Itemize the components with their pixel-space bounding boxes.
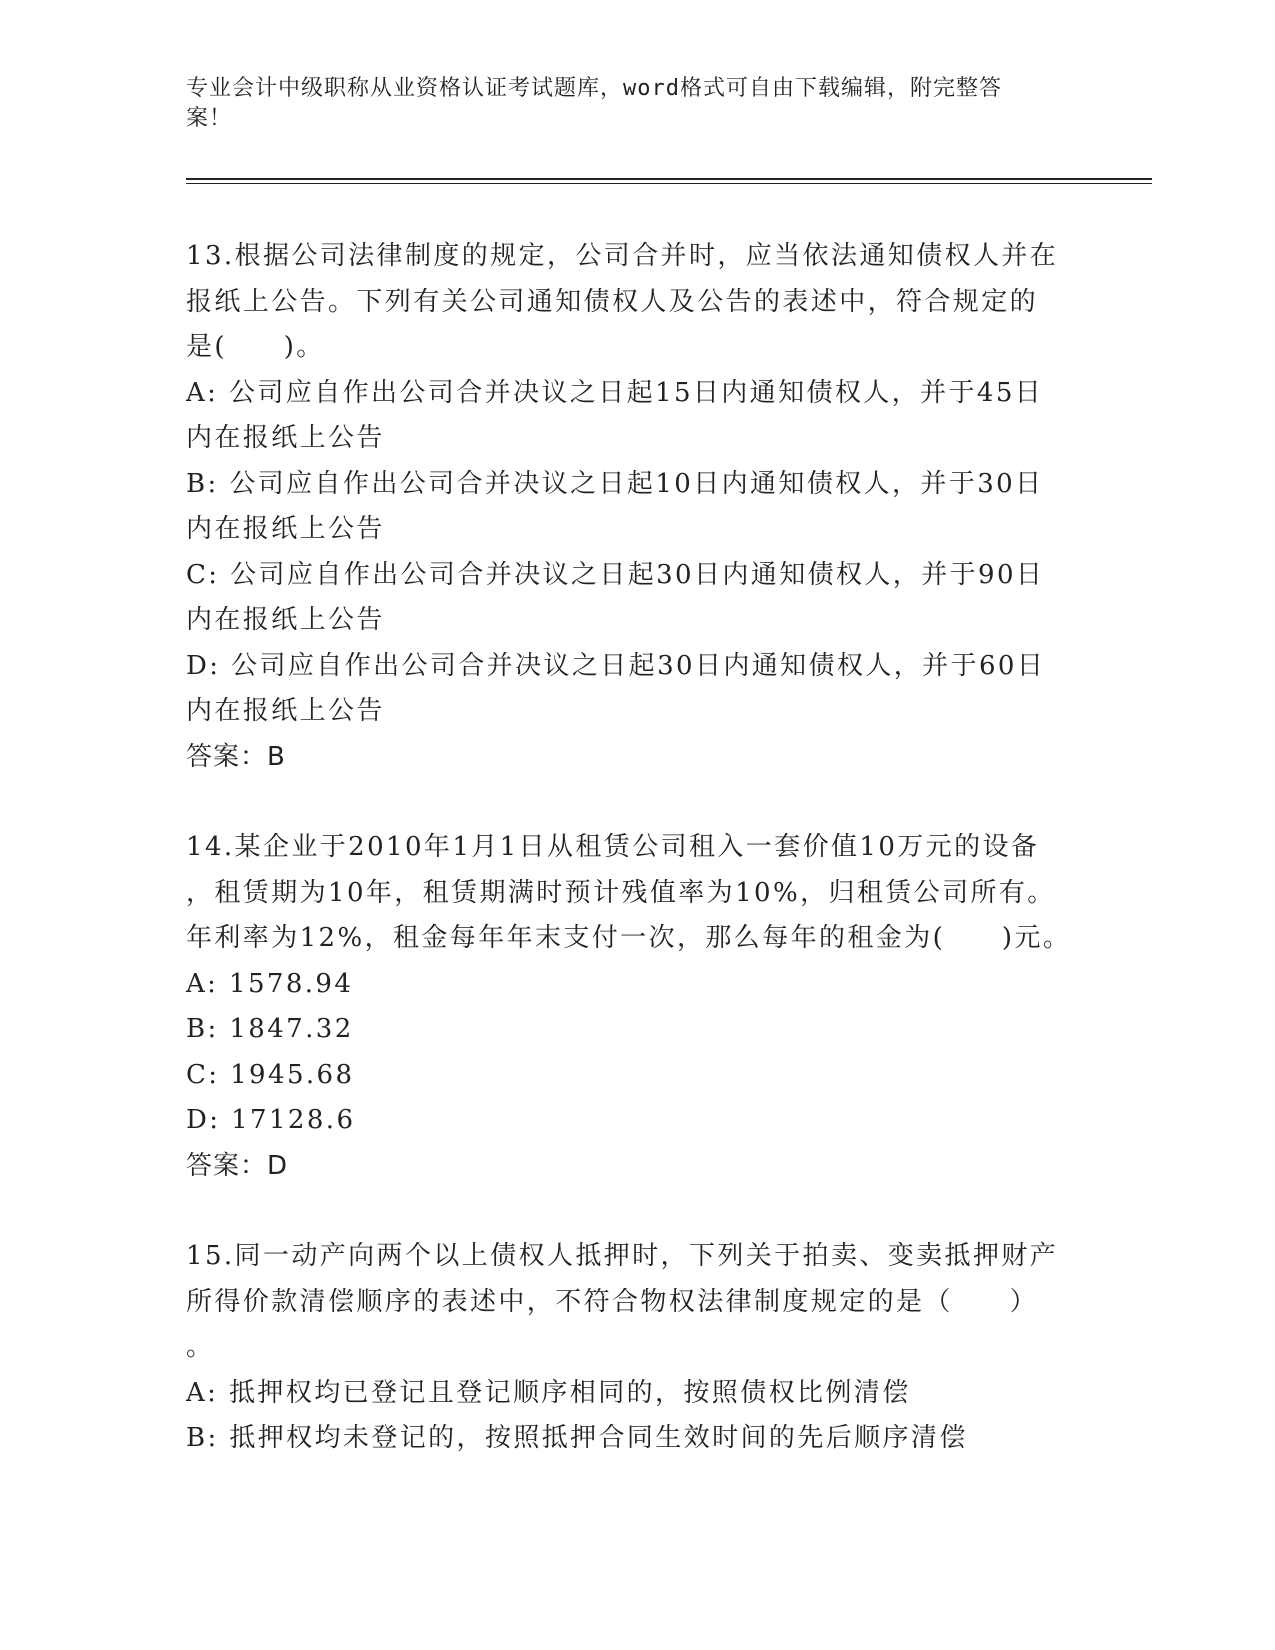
option-a-line: 内在报纸上公告 xyxy=(186,423,385,453)
option-d-line: D: 17128.6 xyxy=(186,1105,356,1135)
option-a-line: A: 公司应自作出公司合并决议之日起15日内通知债权人，并于45日 xyxy=(186,377,1044,408)
question-stem-line: 14.某企业于2010年1月1日从租赁公司租入一套价值10万元的设备 xyxy=(186,832,1040,862)
question-stem-line: ，租赁期为10年，租赁期满时预计残值率为10%，归租赁公司所有。 xyxy=(186,877,1056,908)
question-stem-line: 年利率为12%，租金每年年末支付一次，那么每年的租金为( )元。 xyxy=(186,923,1072,953)
option-c-line: C: 1945.68 xyxy=(186,1059,355,1090)
question-14 xyxy=(186,825,1086,1189)
question-15 xyxy=(186,1234,1086,1462)
option-d-line: D: 公司应自作出公司合并决议之日起30日内通知债权人，并于60日 xyxy=(186,650,1046,681)
option-b-line: B: 抵押权均未登记的，按照抵押合同生效时间的先后顺序清偿 xyxy=(186,1423,968,1453)
question-13 xyxy=(186,234,1086,780)
questions-body xyxy=(186,234,1086,1462)
question-stem-line: 13.根据公司法律制度的规定，公司合并时，应当依法通知债权人并在 xyxy=(186,241,1059,271)
header-line-2: 案！ xyxy=(186,106,233,131)
option-b-line: 内在报纸上公告 xyxy=(186,514,385,544)
option-a-line: A: 1578.94 xyxy=(186,968,354,999)
option-b-line: B: 公司应自作出公司合并决议之日起10日内通知债权人，并于30日 xyxy=(186,468,1044,499)
header-divider-thick xyxy=(186,178,1152,180)
option-d-line: 内在报纸上公告 xyxy=(186,696,385,726)
answer-label: 答案：D xyxy=(186,1150,289,1181)
option-c-line: C: 公司应自作出公司合并决议之日起30日内通知债权人，并于90日 xyxy=(186,559,1045,590)
question-stem-line: 15.同一动产向两个以上债权人抵押时，下列关于拍卖、变卖抵押财产 xyxy=(186,1241,1059,1271)
option-c-line: 内在报纸上公告 xyxy=(186,605,385,635)
question-stem-line: 所得价款清偿顺序的表述中，不符合物权法律制度规定的是（ ） xyxy=(186,1286,1039,1317)
option-a-line: A: 抵押权均已登记且登记顺序相同的，按照债权比例清偿 xyxy=(186,1377,911,1408)
question-stem-line: 是( )。 xyxy=(186,332,325,362)
option-b-line: B: 1847.32 xyxy=(186,1014,354,1044)
page-header xyxy=(186,74,1066,134)
question-stem-line: 。 xyxy=(186,1332,215,1362)
header-line-1: 专业会计中级职称从业资格认证考试题库，word格式可自由下载编辑，附完整答 xyxy=(186,76,1002,101)
header-divider-thin xyxy=(186,183,1152,184)
question-stem-line: 报纸上公告。下列有关公司通知债权人及公告的表述中，符合规定的 xyxy=(186,286,1039,317)
answer-label: 答案：B xyxy=(186,741,286,772)
